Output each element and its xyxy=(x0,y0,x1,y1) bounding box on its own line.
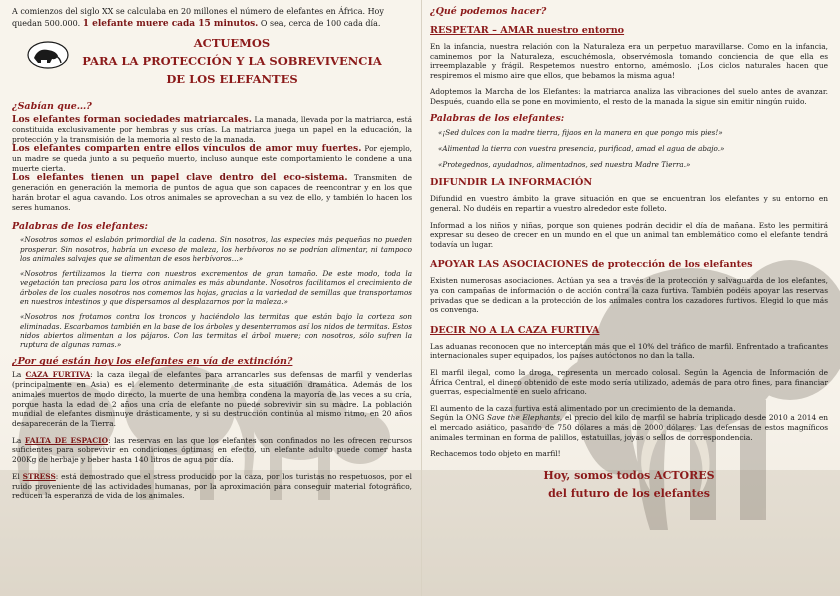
fact-3 xyxy=(12,173,412,212)
palabras-heading-right: Palabras de los elefantes: xyxy=(430,112,565,124)
reason-stress xyxy=(12,472,412,501)
right-quote-2: «Alimentad la tierra con vuestra presencia, purificad, amad el agua de abajo.» xyxy=(438,143,725,153)
reason-prefix-2: La xyxy=(12,435,25,445)
decir-p3b-post: , el precio del kilo de marfil se habría triplicado desde 2010 a 2014 en el mercado asiático, pasando de 750 dólares a más de 2000 dólares. Las defensas de estos magníficos animales terminan en forma de palillos, estatuillas, joyas o sellos de correspondencia. xyxy=(430,413,829,442)
right-quote-1: «¡Sed dulces con la madre tierra, fijaos en la manera en que pongo mis pies!» xyxy=(438,127,723,137)
elephant-quote-1: «Nosotros somos el eslabón primordial de la cadena. Sin nosotros, las especies más pequeñas no pueden prosperar. Sin nosotros, habría un exceso de maleza, los herbívoros no se podrían alimentar, ni tampoco los animales salvajes que se alimentan de esos herbívoros…» xyxy=(20,235,412,263)
title-line-1: ACTUEMOS xyxy=(193,36,271,51)
save-the-elephants-org: Save the Elephants xyxy=(486,413,560,423)
main-title xyxy=(12,34,412,88)
reason-caza-furtiva xyxy=(12,370,412,428)
title-block xyxy=(12,34,412,94)
reason-prefix-3: El xyxy=(12,471,23,481)
elephant-quote-2: «Nosotros fertilizamos la tierra con nuestros excrementos de gran tamaño. De este modo, toda la vegetación tan preciosa para los otros animales es más abundante. Nosotros facilitamos el crecimiento de árboles de los cuales nosotros nos comemos las hojas, gracias a la variedad de semillas que transportamos en nuestros intestinos y que dispersamos al desplazarnos por la maleza.» xyxy=(20,269,412,306)
intro-text: A comienzos del siglo XX se calculaba en 20 millones el número de elefantes en África. Hoy quedan 500.000. xyxy=(12,7,384,28)
reason-falta-espacio xyxy=(12,436,412,465)
difundir-paragraph-2: Informad a los niños y niñas, porque son quienes podrán decidir el día de mañana. Esto les permitirá expresar su deseo de crecer en un mundo en el que un animal tan emblemático como el elefante tendrá todavía un lugar. xyxy=(430,220,828,249)
fact-3-lead: Los elefantes tienen un papel clave dentro del eco-sistema. xyxy=(12,172,348,184)
difundir-heading: DIFUNDIR LA INFORMACIÓN xyxy=(430,177,593,189)
fact-3-text: Transmiten de generación en generación la memoria de puntos de agua que son capaces de reencontrar y en los que harán brotar el agua cavando. Los otros animales se aprovechan a su vez de ello, y también lo hacen los seres humanos. xyxy=(12,173,412,212)
title-line-2: PARA LA PROTECCIÓN Y LA SOBREVIVENCIA xyxy=(82,54,382,69)
palabras-heading-left: Palabras de los elefantes: xyxy=(12,221,148,233)
decir-paragraph-1: Las aduanas reconocen que no interceptan más que el 10% del tráfico de marfil. Enfrentado a traficantes internacionales super equipados, los países autóctonos no dan la talla. xyxy=(430,341,828,361)
right-quote-3: «Protegednos, ayudadnos, alimentadnos, sed nuestra Madre Tierra.» xyxy=(438,160,691,170)
decir-paragraph-2: El marfil ilegal, como la droga, representa un mercado colosal. Según la Agencia de Información de África Central, el dinero obtenido de este modo sería utilizado, además de para otro fines, para financiar guerras, especialmente en suelo africano. xyxy=(430,367,828,397)
respetar-paragraph-1: En la infancia, nuestra relación con la Naturaleza era un perpetuo maravillarse. Como en la infancia, caminemos por la Naturaleza, escuchémosla, observémosla tomando conciencia de que ella es irreemplazable y frágil. Respetemos nuestro entorno, amémoslo. ¡Los ciclos naturales hacen que respiremos el mismo aire que ellos, que bebamos la misma agua! xyxy=(430,42,828,80)
reason-3-text: : está demostrado que el stress producido por la caza, por los turistas no respetuosos, por el ruido proveniente de las actividades humanas, por la aproximación para conseguir material fotográfico, reducen la esperanza de vida de los animales. xyxy=(12,471,413,501)
column-divider xyxy=(421,0,422,596)
que-heading: ¿Qué podemos hacer? xyxy=(430,6,547,17)
apoyar-heading: APOYAR LAS ASOCIACIONES de protección de los elefantes xyxy=(430,259,753,271)
elephant-quote-3: «Nosotros nos frotamos contra los troncos y haciéndolo las termitas que están bajo la corteza son eliminadas. Escarbamos también en la base de los árboles y desenterramos así los nidos de termitas. Estos nidos abiertos alimentan a los pájaros. Con las termitas el árbol muere; con nosotros, sólo sufren la ruptura de algunas ramas.» xyxy=(20,312,412,350)
decir-p3b-pre: Según la ONG xyxy=(430,413,487,423)
intro-tail: O sea, cerca de 100 cada día. xyxy=(260,18,381,28)
reason-1-text: : la caza ilegal de elefantes para arrancarles sus defensas de marfil y venderlas (principalmente en Asia) es el elemento determinante de esta situación dramática. Además de los animales muertos de modo directo, la muerte de una hembra condena la mayoría de las veces a su cría, porque hasta la edad de 2 años una cría de elefante no puede sobrevivir sin su madre. La población mundial de elefantes disminuye drásticamente, y si su destrucción continúa al mismo ritmo, en 20 años desaparecerán de la Tierra. xyxy=(12,370,412,428)
respetar-paragraph-2: Adoptemos la Marcha de los Elefantes: la matriarca analiza las vibraciones del suelo antes de avanzar. Después, cuando ella se pone en movimiento, el resto de la manada la sigue sin emitir ningún ruido. xyxy=(430,87,828,106)
fact-1 xyxy=(12,115,412,144)
fact-1-lead: Los elefantes forman sociedades matriarcales. xyxy=(12,114,252,126)
fact-1-text: La manada, llevada por la matriarca, está constituida exclusivamente por hembras y sus crías. La matriarca juega un papel en la educación, la protección y la transmisión de la memoria al resto de la manada. xyxy=(12,115,412,144)
intro-paragraph xyxy=(12,6,412,30)
title-line-3: DE LOS ELEFANTES xyxy=(166,72,298,87)
respetar-heading: RESPETAR – AMAR nuestro entorno xyxy=(430,25,625,36)
fact-2-text: Por ejemplo, un madre se queda junto a su pequeño muerto, incluso aunque este comportamiento le condene a una muerte cierta. xyxy=(12,144,412,173)
decir-paragraph-3b xyxy=(430,413,828,442)
reason-2-text: : las reservas en las que los elefantes son confinados no les ofrecen recursos suficientes para sobrevivir en condiciones óptimas; en efecto, un elefante adulto puede comer hasta 200Kg de herbaje y beber hasta 140 litros de agua por día. xyxy=(12,435,412,465)
reason-prefix-1: La xyxy=(12,370,26,380)
intro-highlight: 1 elefante muere cada 15 minutos. xyxy=(82,18,259,29)
reason-1-term: CAZA FURTIVA xyxy=(25,370,91,380)
decir-paragraph-3a: El aumento de la caza furtiva está alimentado por un crecimiento de la demanda. xyxy=(430,403,736,413)
closing-message xyxy=(430,467,828,503)
porque-heading: ¿Por qué están hoy los elefantes en vía de extinción? xyxy=(12,356,293,368)
reason-3-term: STRESS xyxy=(22,471,56,481)
decir-heading: DECIR NO A LA CAZA FURTIVA xyxy=(430,324,600,336)
right-column xyxy=(430,6,828,592)
sabian-heading: ¿Sabían que…? xyxy=(12,101,92,113)
left-column xyxy=(12,6,412,592)
difundir-paragraph-1: Difundid en vuestro ámbito la grave situación en que se encuentran los elefantes y su entorno en general. No dudéis en repartir a vuestro alrededor este folleto. xyxy=(430,194,828,214)
closing-line-2: del futuro de los elefantes xyxy=(548,486,710,500)
apoyar-paragraph: Existen numerosas asociaciones. Actúan ya sea a través de la protección y salvaguarda de los elefantes, ya con campañas de información o de acción contra la caza furtiva. También podéis apoyar las reservas privadas que se dedican a la protección de los animales contra los cazadores furtivos. Elegid lo que más os convenga. xyxy=(430,276,828,315)
fact-2 xyxy=(12,144,412,173)
closing-line-1: Hoy, somos todos ACTORES xyxy=(543,468,715,482)
decir-paragraph-4: Rechacemos todo objeto en marfil! xyxy=(430,449,561,459)
reason-2-term: FALTA DE ESPACIO xyxy=(24,435,109,445)
association-logo-icon xyxy=(26,40,70,70)
fact-2-lead: Los elefantes comparten entre ellos vínculos de amor muy fuertes. xyxy=(12,143,362,155)
